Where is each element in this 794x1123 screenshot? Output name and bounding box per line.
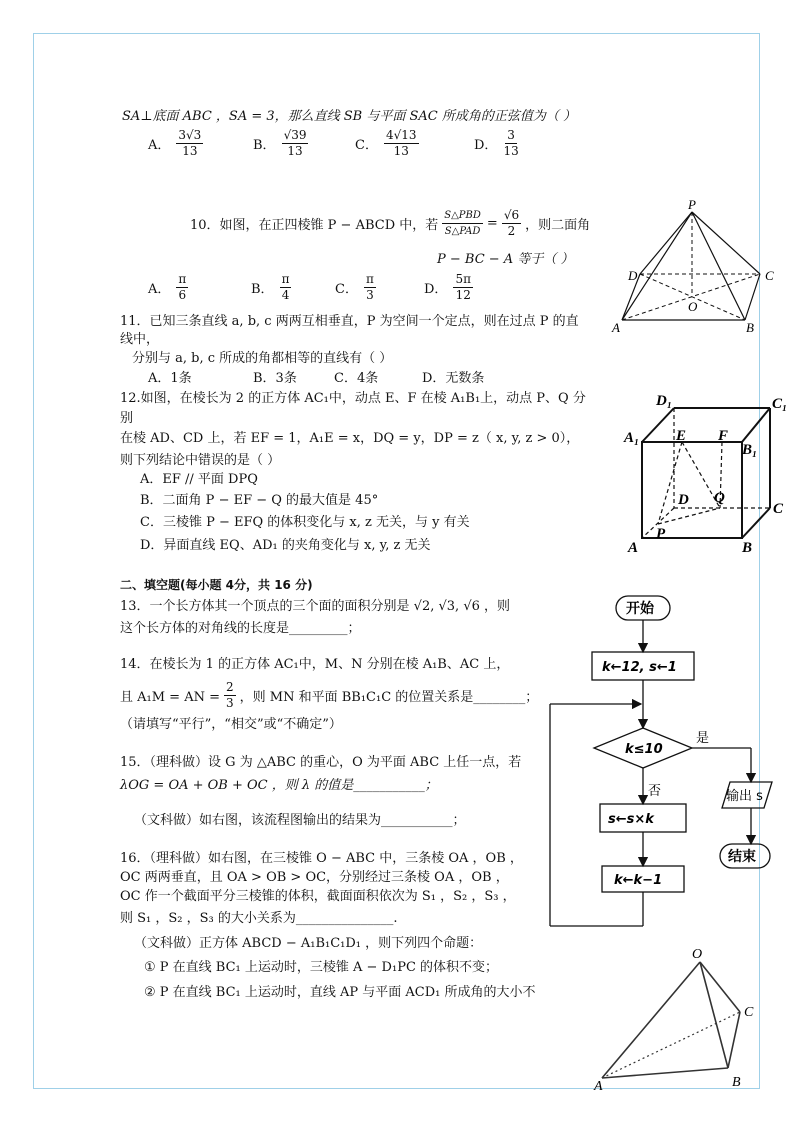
edge-PB [692,212,745,320]
q13-line1: 13．一个长方体其一个顶点的三个面的面积分别是 √2, √3, √6 ，则 [120,599,511,614]
q11-line3: 分别与 a, b, c 所成的角都相等的直线有（ ） [132,351,393,366]
q16-line3: OC 作一个截面平分三棱锥的体积，截面面积依次为 S₁ ，S₂ ，S₃ ， [120,889,516,904]
option-label: D． [474,138,498,153]
numerator: 5π [455,272,471,286]
q16-line1: 16．（理科做）如右图，在三棱锥 O − ABC 中，三条棱 OA ，OB ， [120,851,523,866]
label-C1: C₁ [772,396,788,412]
edge-OA [602,962,700,1078]
q12-option-b: B．二面角 P − EF − Q 的最大值是 45° [140,493,379,508]
q11-line1: 11．已知三条直线 a, b, c 两两互相垂直，P 为空间一个定点，则在过点 P 的直 [120,314,579,329]
option-label: B． [251,282,274,297]
edge-BC [742,508,770,538]
denominator: 3 [226,696,234,710]
fraction [503,128,518,159]
init-label: k←12, s←1 [602,660,677,675]
q14-line2-tail: ，则 MN 和平面 BB₁C₁C 的位置关系是________； [239,690,539,705]
q13-line2: 这个长方体的对角线的长度是_________； [120,621,361,636]
numerator: 2 [226,680,234,694]
denominator: 13 [287,144,303,158]
q12-line4: 则下列结论中错误的是（ ） [120,453,281,468]
q9-option-d [474,128,519,159]
denominator: 6 [178,288,187,302]
seg-EP-hidden [658,442,682,524]
label-O: O [688,299,698,314]
section-heading: 二、填空题(每小题 4分，共 16 分) [120,578,313,592]
edge-PD [640,212,692,274]
q16-line7: ② P 在直线 BC₁ 上运动时，直线 AP 与平面 ACD₁ 所成角的大小不 [144,985,536,1000]
option-label: D． [424,282,448,297]
label-P: P [688,198,696,212]
numerator: S△PBD [442,208,483,224]
edge-A1D1 [642,408,674,442]
q12-line3: 在棱 AD、CD 上，若 EF = 1，A₁E = x，DQ = y，DP = z（ x, y, z > 0）， [120,431,580,446]
numerator: 3√3 [178,128,202,142]
page-frame [33,33,760,1089]
label-A: A [628,540,639,556]
q10-stem [190,208,590,239]
denominator: S△PAD [444,226,481,237]
denominator: 12 [455,288,471,302]
no-label: 否 [648,784,662,799]
label-C: C [765,268,774,283]
flowchart [546,590,774,930]
label-B: B [746,320,754,335]
edge-BC [728,1012,740,1068]
option-label: C． [355,138,378,153]
q16-line2: OC 两两垂直，且 OA > OB > OC，分别经过三条棱 OA ，OB ， [120,870,509,885]
q10-option-d [424,272,473,303]
option-label: A． [148,138,171,153]
q14-line2-head: 且 A₁M = AN = [120,690,220,705]
option-label: A． [148,282,171,297]
q16-line5: （文科做）正方体 ABCD − A₁B₁C₁D₁ ，则下列四个命题： [134,936,483,951]
q9-stem: SA⊥底面 ABC ，SA = 3，那么直线 SB 与平面 SAC 所成角的正弦值为（ ） [122,109,576,124]
q10-stem-line2: P − BC − A 等于（ ） [437,252,574,267]
label-Q: Q [714,490,725,506]
update-k-label: k←k−1 [614,873,663,888]
edge-OB [700,962,728,1068]
option-label: B． [253,138,276,153]
numerator: 4√13 [385,128,417,142]
q9-option-a [148,128,203,159]
q16-line6: ① P 在直线 BC₁ 上运动时，三棱锥 A − D₁PC 的体积不变； [144,960,499,975]
numerator: √6 [503,208,520,222]
seg-PQ-hidden [658,508,720,524]
fraction [176,272,188,303]
denominator: 2 [507,224,516,238]
denominator: 13 [393,144,409,158]
edge-B1C1 [742,408,770,442]
pyramid-figure [610,198,788,338]
q11-option-a: A．1条 [148,371,192,386]
q9-option-b [253,128,308,159]
q15-line3: （文科做）如右图，该流程图输出的结果为___________； [134,813,466,828]
cube-figure [622,390,794,560]
q12-line2: 别 [120,411,134,426]
numerator: π [365,272,374,286]
q10-stem-tail: ，则二面角 [525,218,591,233]
q10-option-b [251,272,291,303]
denominator: 13 [182,144,198,158]
fraction [282,128,309,159]
q10-option-a [148,272,188,303]
fraction [176,128,203,159]
label-B: B [732,1075,741,1090]
numerator: √39 [283,128,307,142]
label-A1: A₁ [624,430,640,446]
denominator: 4 [281,288,290,302]
denominator: 13 [503,144,519,158]
label-B1: B₁ [742,442,758,458]
label-B: B [742,540,753,556]
denominator: 3 [366,288,374,302]
option-label: C． [335,282,358,297]
q12-option-c: C．三棱锥 P − EFQ 的体积变化与 x, z 无关，与 y 有关 [140,515,470,530]
fraction [224,680,236,711]
equals-sign: = [486,216,498,231]
end-label: 结束 [728,849,756,865]
yes-label: 是 [696,731,710,746]
fraction [280,272,292,303]
q12-line1: 12.如图，在棱长为 2 的正方体 AC₁中，动点 E、F 在棱 A₁B₁上，动点 P、Q 分 [120,391,586,406]
label-A: A [612,320,620,335]
fraction [384,128,419,159]
q14-line2 [120,680,538,711]
label-C: C [744,1005,754,1020]
numerator: π [178,272,187,286]
label-A: A [594,1079,603,1090]
q9-option-c [355,128,419,159]
edge-PA [622,212,692,320]
q15-line2: λOG = OA + OB + OC ，则 λ 的值是___________； [120,778,438,793]
label-F: F [718,428,729,444]
q14-line1: 14．在棱长为 1 的正方体 AC₁中，M、N 分别在棱 A₁B、AC 上， [120,657,510,672]
rhs-fraction [502,208,521,239]
update-s-label: s←s×k [608,812,654,827]
numerator: 3 [507,128,515,142]
q10-option-c [335,272,376,303]
label-D: D [628,268,638,283]
fraction [364,272,376,303]
q12-option-a: A．EF // 平面 DPQ [140,472,258,487]
edge-BC [745,274,760,320]
fraction [453,272,473,303]
label-E: E [676,428,687,444]
numerator: π [281,272,290,286]
q16-line4: 则 S₁ ，S₂ ，S₃ 的大小关系为_______________. [120,911,398,926]
edge-PC [692,212,760,274]
q11-option-c: C．4条 [334,371,379,386]
q11-option-d: D．无数条 [422,371,485,386]
label-O: O [692,947,703,962]
label-D1: D₁ [656,393,673,409]
q11-line2: 线中， [120,332,160,347]
q15-line1: 15．（理科做）设 G 为 △ABC 的重心，O 为平面 ABC 上任一点，若 [120,755,522,770]
label-P: P [656,526,666,542]
tetrahedron-figure [588,940,778,1090]
condition-label: k≤10 [625,742,663,757]
ratio-fraction [442,208,483,239]
output-label: 输出 s [726,789,763,804]
q12-option-d: D．异面直线 EQ、AD₁ 的夹角变化与 x, y, z 无关 [140,538,431,553]
label-D: D [678,492,689,508]
label-C: C [773,501,784,517]
start-label: 开始 [626,601,654,617]
q14-line3: （请填写“平行”，“相交”或“不确定”） [120,717,342,732]
q10-stem-text: 10．如图，在正四棱锥 P − ABCD 中，若 [190,218,439,233]
q11-option-b: B．3条 [253,371,297,386]
